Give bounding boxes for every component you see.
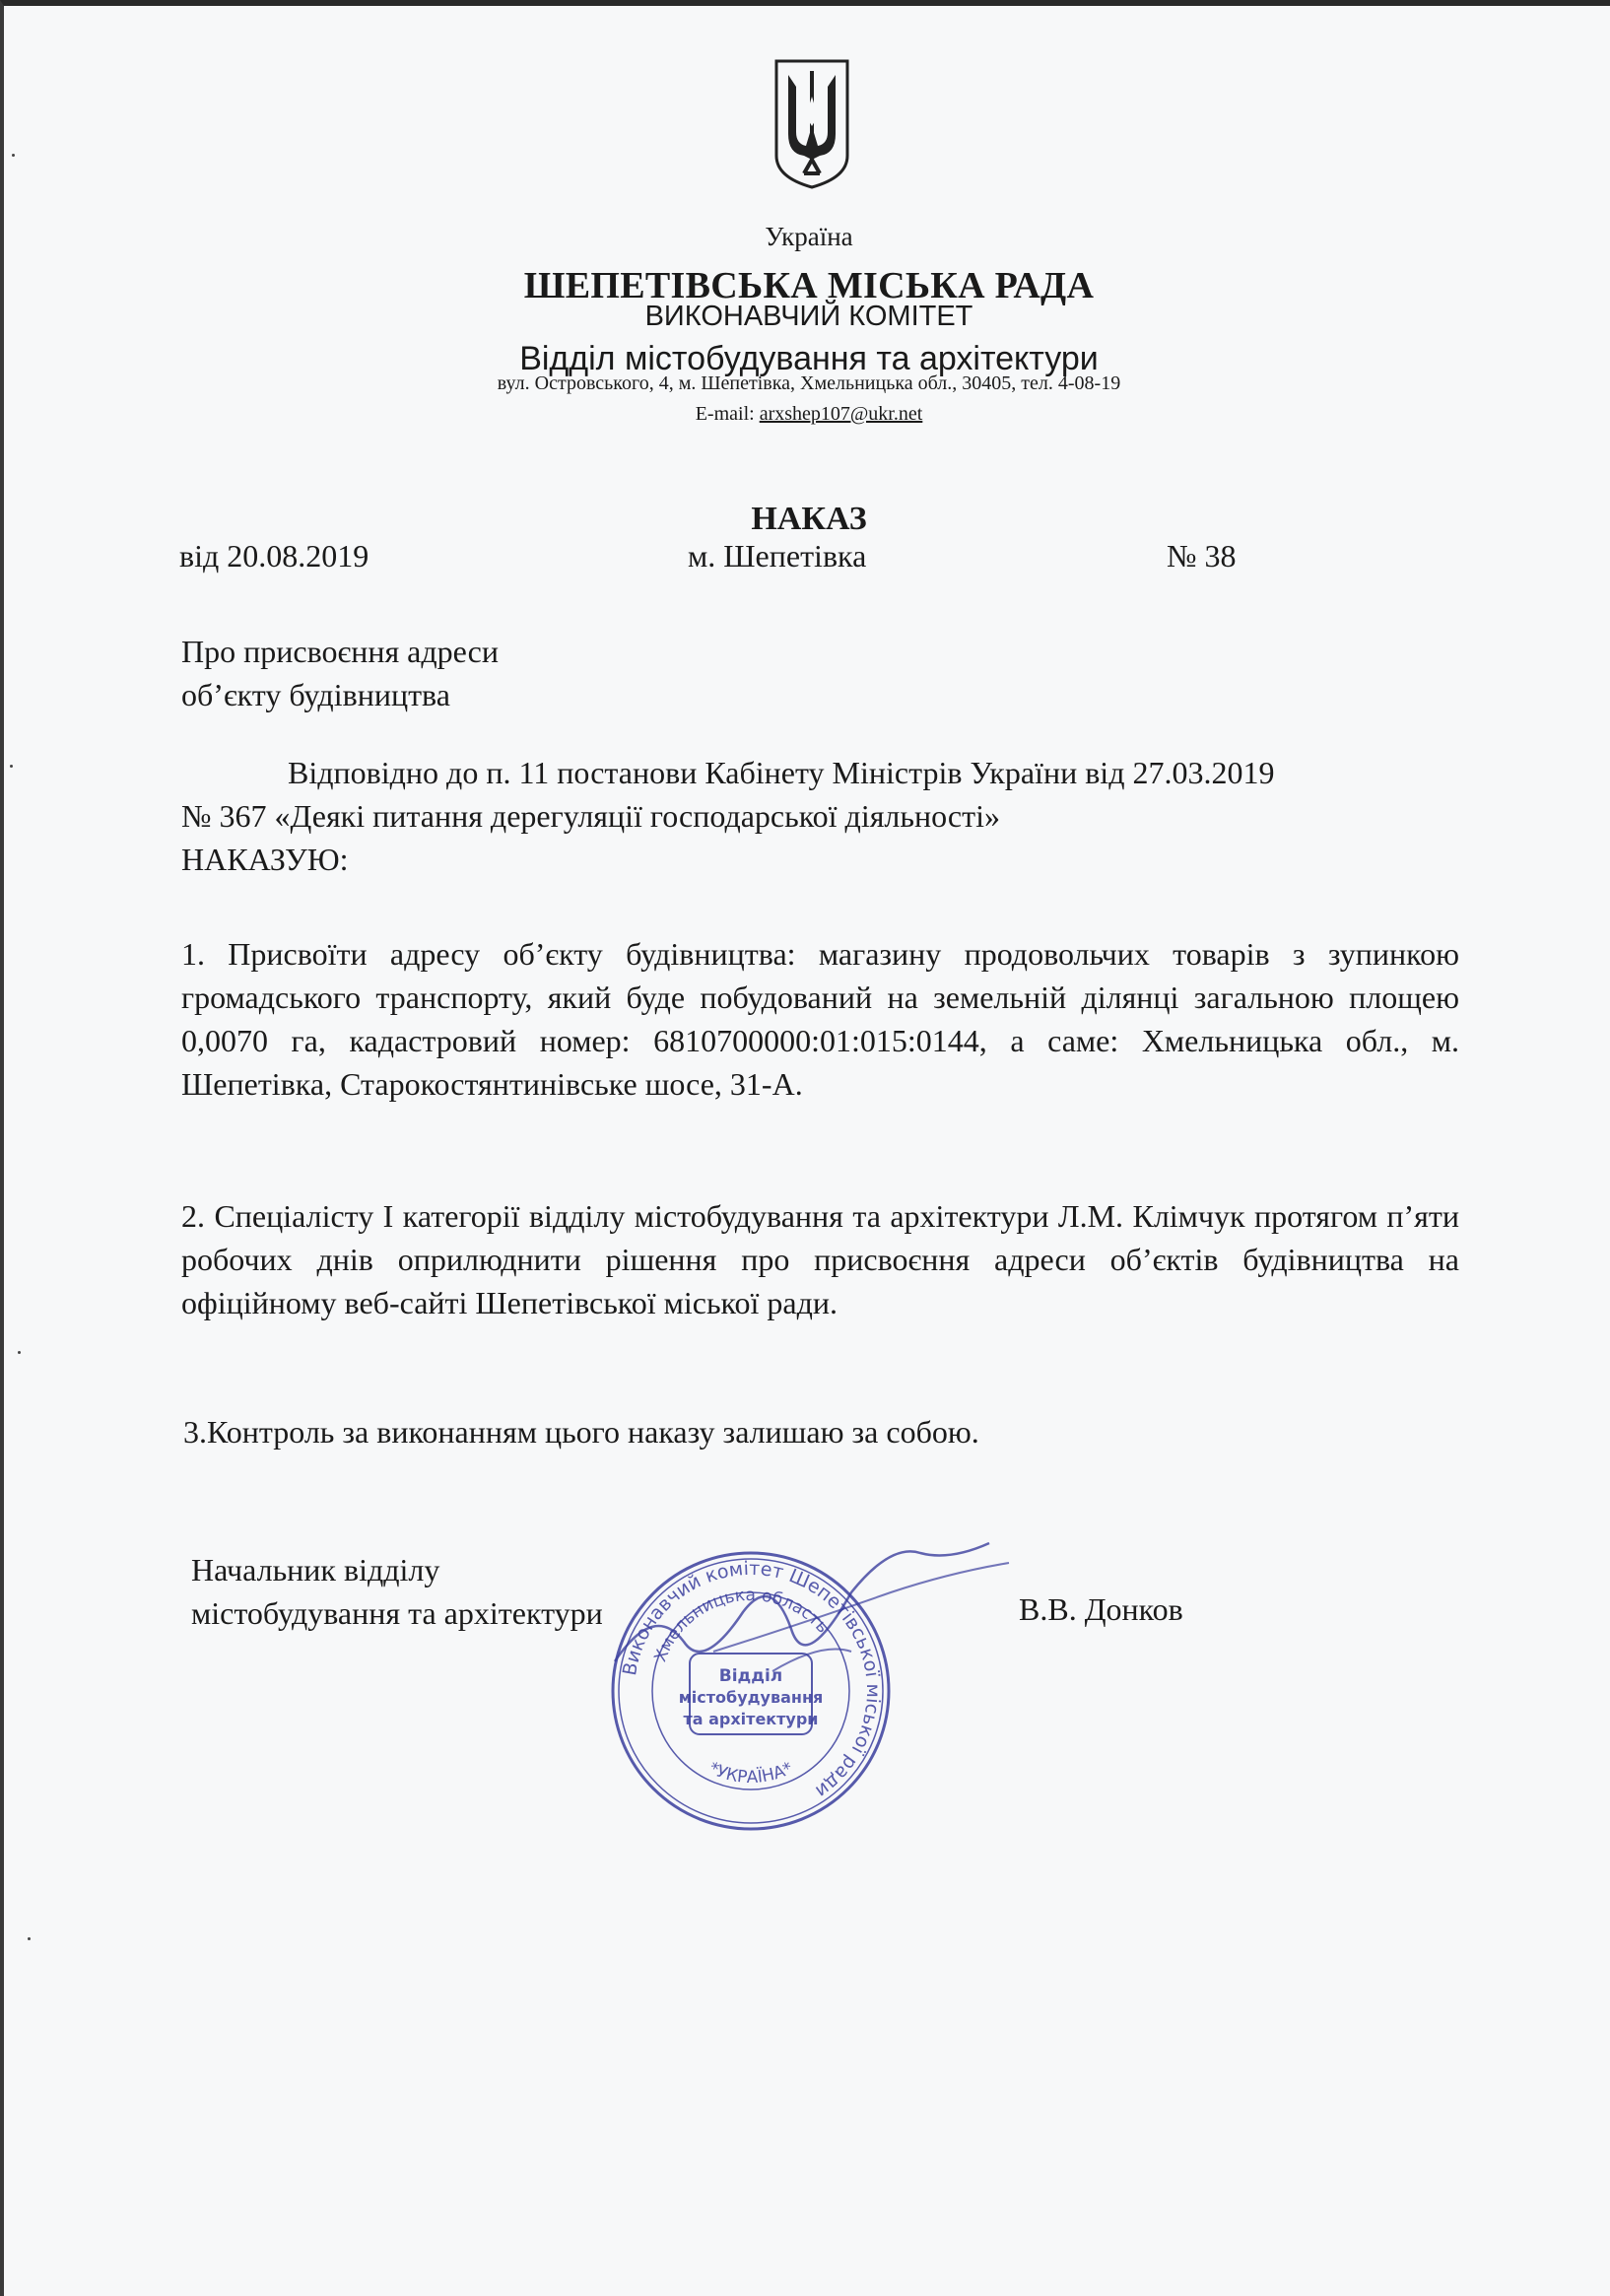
stamp-bottom-text: *УКРАЇНА* [705, 1758, 796, 1789]
order-item-3: 3.Контроль за виконанням цього наказу залишаю за собою. [183, 1414, 979, 1450]
scan-speck [12, 154, 15, 157]
department-name: Відділ містобудування та архітектури [519, 340, 1099, 377]
contact-email-line [4, 403, 1610, 426]
stamp-outer-text: Виконавчий комітет Шепетівської міської ради [619, 1557, 885, 1802]
subject-line: об’єкту будівництва [181, 677, 450, 712]
email-address: arxshep107@ukr.net [759, 403, 923, 425]
document-title: НАКАЗ [751, 501, 867, 537]
order-word: НАКАЗУЮ: [181, 842, 349, 877]
order-item-1: 1. Присвоїти адресу об’єкту будівництва: магазину продовольчих товарів з зупинкою громадського транспорту, який буде побудований на земельній ділянці загальною площею 0,0070 га, кадастровий номер: 6810700000:01:015:0144, а саме: Хмельницька обл., м. Шепетівка, Старокостянтинівське шосе, 31-А. [181, 936, 1459, 1102]
scan-speck [18, 1351, 21, 1354]
stamp-center-line: Відділ [718, 1666, 783, 1686]
stamp-inner-text: Хмельницька область [650, 1585, 833, 1665]
handwritten-signature [595, 1533, 1039, 1701]
contact-address: вул. Островського, 4, м. Шепетівка, Хмельницька обл., 30405, тел. 4-08-19 [497, 372, 1121, 394]
order-item-2: 2. Спеціалісту І категорії відділу містобудування та архітектури Л.М. Клімчук протягом п’яти робочих днів оприлюднити рішення про присвоєння адреси об’єктів будівництва на офіційному веб-сайті Шепетівської міської ради. [181, 1198, 1459, 1320]
council-name: ШЕПЕТІВСЬКА МІСЬКА РАДА [523, 265, 1095, 306]
order-preamble [181, 751, 1492, 881]
scan-speck [10, 765, 13, 768]
signatory-name: В.В. Донков [1019, 1591, 1183, 1627]
order-date: від 20.08.2019 [179, 538, 369, 574]
order-subject [181, 630, 499, 716]
stamp-center-line: містобудування [678, 1688, 824, 1707]
position-line: Начальник відділу [191, 1552, 440, 1587]
preamble-line: Відповідно до п. 11 постанови Кабінету Міністрів України від 27.03.2019 [288, 755, 1275, 790]
order-number: № 38 [1167, 538, 1237, 574]
country-label: Україна [765, 222, 853, 251]
committee-name: ВИКОНАВЧИЙ КОМІТЕТ [644, 301, 973, 332]
trident-emblem-icon [772, 57, 851, 190]
scan-speck [28, 1937, 31, 1940]
position-line: містобудування та архітектури [191, 1595, 603, 1631]
email-label: E-mail: [695, 403, 760, 425]
subject-line: Про присвоєння адреси [181, 634, 499, 669]
stamp-center-line: та архітектури [683, 1710, 819, 1728]
preamble-line: № 367 «Деякі питання дерегуляції господарської діяльності» [181, 798, 1000, 834]
order-city: м. Шепетівка [688, 538, 867, 574]
signatory-position [191, 1548, 603, 1635]
